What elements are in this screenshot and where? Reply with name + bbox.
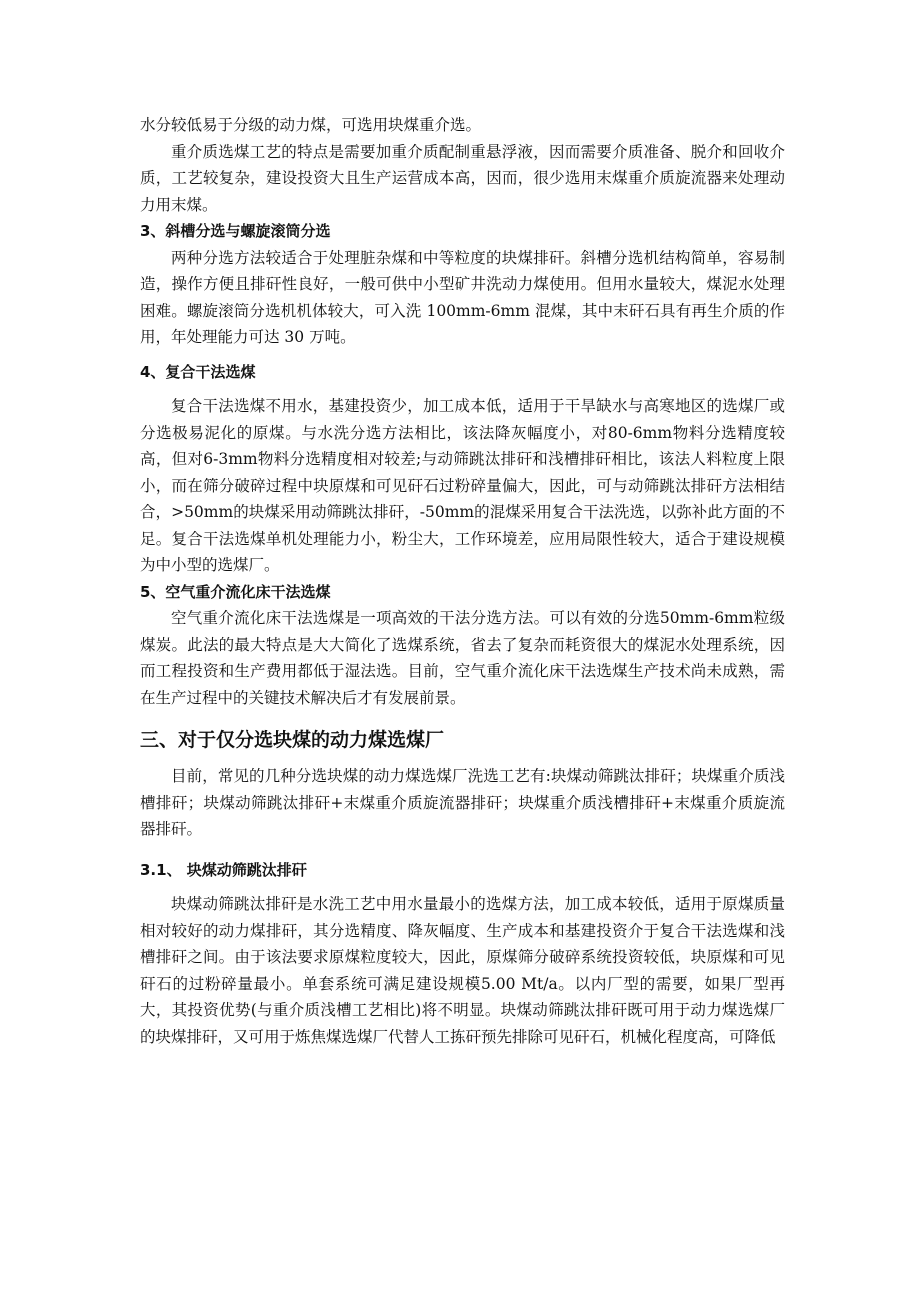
paragraph-chute-spiral: 两种分选方法较适合于处理脏杂煤和中等粒度的块煤排矸。斜槽分选机结构简单，容易制造，操作方便且排矸性良好，一般可供中小型矿井洗动力煤使用。但用水量较大，煤泥水处理困难。螺旋滚筒分选机机体较大，可入洗 100mm-6mm 混煤，其中末矸石具有再生介质的作用，年处理能力可达 30 万吨。 (140, 248, 785, 346)
heading-5-air-dense-medium: 5、空气重介流化床干法选煤 (140, 582, 331, 601)
section-heading-lump-coal: 三、对于仅分选块煤的动力煤选煤厂 (140, 729, 445, 751)
heading-3-chute-spiral: 3、斜槽分选与螺旋滚筒分选 (140, 222, 331, 240)
paragraph-composite-dry: 复合干法选煤不用水，基建投资少，加工成本低，适用于干旱缺水与高寒地区的选煤厂或分选极易泥化的原煤。与水洗分选方法相比，该法降灰幅度小，对80-6mm物料分选精度较高，但对6-3mm物料分选精度相对较差;与动筛跳汰排矸和浅槽排矸相比，该法人料粒度上限小，而在筛分破碎过程中块原煤和可见矸石过粉碎量偏大，因此，可与动筛跳汰排矸方法相结合，>50mm的块煤采用动筛跳汰排矸，-50mm的混煤采用复合干法洗选，以弥补此方面的不足。复合干法选煤单机处理能力小，粉尘大，工作环境差，应用局限性较大，适合于建设规模为中小型的选煤厂。 (140, 397, 785, 574)
paragraph-jig: 块煤动筛跳汰排矸是水洗工艺中用水量最小的选煤方法，加工成本较低，适用于原煤质量相对较好的动力煤排矸，其分选精度、降灰幅度、生产成本和基建投资介于复合干法选煤和浅槽排矸之间。由于该法要求原煤粒度较大，因此，原煤筛分破碎系统投资较低，块原煤和可见矸石的过粉碎量最小。单套系统可满足建设规模5.00 Mt/a。以内厂型的需要，如果厂型再大，其投资优势(与重介质浅槽工艺相比)将不明显。块煤动筛跳汰排矸既可用于动力煤选煤厂的块煤排矸，又可用于炼焦煤选煤厂代替人工拣矸预先排除可见矸石，机械化程度高，可降低 (140, 895, 785, 1046)
document-page (140, 112, 785, 1050)
paragraph-heavy-medium: 重介质选煤工艺的特点是需要加重介质配制重悬浮液，因而需要介质准备、脱介和回收介质，工艺较复杂，建设投资大且生产运营成本高，因而，很少选用末煤重介质旋流器来处理动力用末煤。 (140, 142, 785, 214)
paragraph-continued: 水分较低易于分级的动力煤，可选用块煤重介选。 (140, 116, 482, 134)
paragraph-lump-coal-processes: 目前，常见的几种分选块煤的动力煤选煤厂洗选工艺有:块煤动筛跳汰排矸；块煤重介质浅槽排矸；块煤动筛跳汰排矸+末煤重介质旋流器排矸；块煤重介质浅槽排矸+末煤重介质旋流器排矸。 (140, 767, 785, 838)
heading-4-composite-dry: 4、复合干法选煤 (140, 362, 256, 381)
paragraph-air-dense-medium: 空气重介流化床干法选煤是一项高效的干法分选方法。可以有效的分选50mm-6mm粒级煤炭。此法的最大特点是大大简化了选煤系统，省去了复杂而耗资很大的煤泥水处理系统，因而工程投资和生产费用都低于湿法选。目前，空气重介流化床干法选煤生产技术尚未成熟，需在生产过程中的关键技术解决后才有发展前景。 (140, 609, 785, 707)
heading-3-1-jig: 3.1、 块煤动筛跳汰排矸 (140, 860, 307, 879)
